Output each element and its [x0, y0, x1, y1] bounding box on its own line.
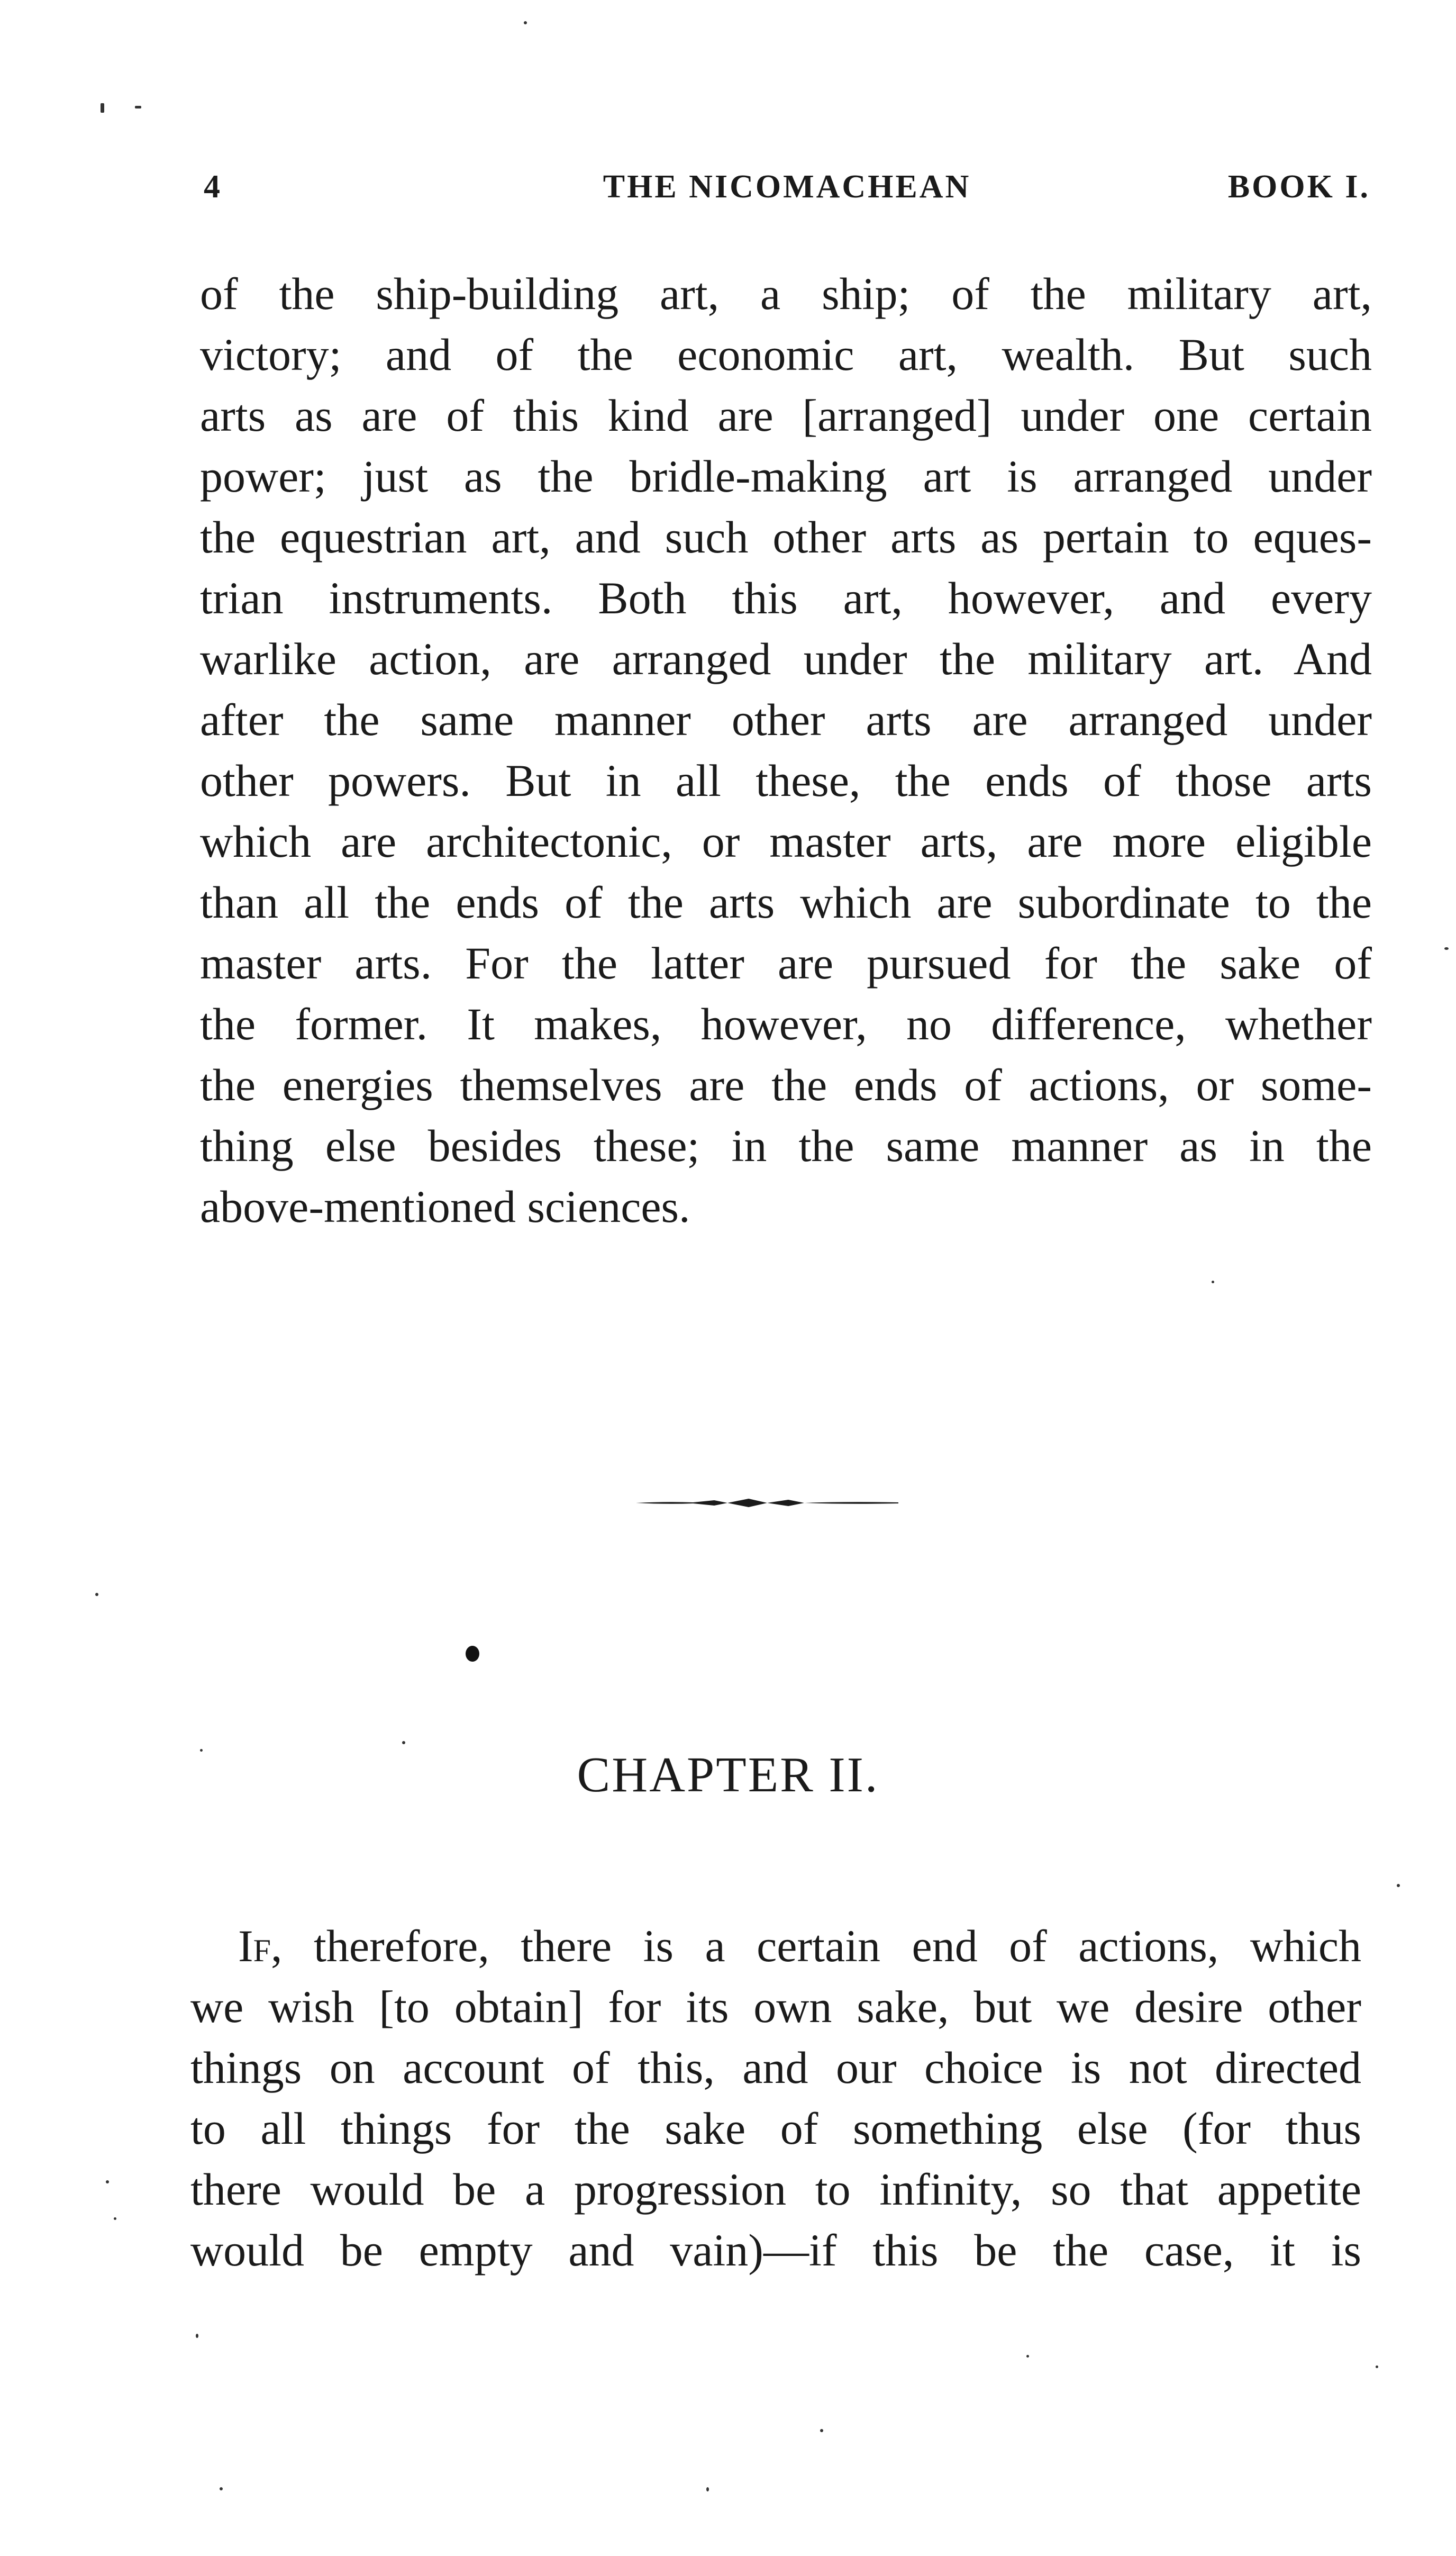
opening-word: If,: [238, 1920, 283, 1971]
text-line: after the same manner other arts are arranged under: [200, 694, 1372, 745]
scan-speck: [402, 1741, 405, 1744]
chapter-title: CHAPTER II.: [577, 1747, 879, 1802]
text-line: arts as are of this kind are [arranged] under one certain: [200, 390, 1372, 441]
scan-speck: [101, 103, 104, 113]
text-line: the former. It makes, however, no difference, whether: [200, 999, 1372, 1049]
scan-speck: [95, 1593, 98, 1596]
text-line: which are architectonic, or master arts, are more eligible: [200, 816, 1372, 867]
scan-speck: [220, 2487, 223, 2490]
text-line: master arts. For the latter are pursued for the sake of: [200, 938, 1372, 989]
text-line: the energies themselves are the ends of actions, or some-: [200, 1059, 1372, 1110]
text-line-first: [190, 1916, 1361, 1977]
scan-speck: [1376, 2365, 1378, 2368]
running-head: [204, 168, 1370, 211]
text-line: would be empty and vain)—if this be the case, it is: [190, 2225, 1361, 2276]
scan-speck: [1444, 947, 1449, 950]
scan-speck: [135, 106, 141, 108]
scan-speck: [1026, 2355, 1029, 2358]
scan-speck: [1212, 1281, 1214, 1283]
text-line: victory; and of the economic art, wealth. But such: [200, 329, 1372, 380]
text-line: thing else besides these; in the same manner as in the: [200, 1120, 1372, 1171]
ornament-rule-icon: [635, 1490, 899, 1516]
text-line: other powers. But in all these, the ends of those arts: [200, 755, 1372, 806]
scan-speck: [114, 2217, 116, 2220]
text-line: of the ship-building art, a ship; of the military art,: [200, 268, 1372, 319]
text-line: trian instruments. Both this art, however, and every: [200, 573, 1372, 623]
text-line: we wish [to obtain] for its own sake, but we desire other: [190, 1981, 1361, 2032]
scan-speck: [820, 2429, 823, 2432]
scan-speck: [466, 1646, 479, 1662]
running-head-title: THE NICOMACHEAN: [603, 169, 971, 205]
text-line: than all the ends of the arts which are subordinate to the: [200, 877, 1372, 928]
scan-speck: [106, 2180, 109, 2183]
paragraph-chapter-opening: [190, 1916, 1361, 2281]
scan-speck: [1397, 1884, 1400, 1887]
page-number: 4: [204, 169, 222, 205]
text-line: warlike action, are arranged under the military art. And: [200, 633, 1372, 684]
text-line: the equestrian art, and such other arts as pertain to eques-: [200, 512, 1372, 563]
text-line: there would be a progression to infinity, so that appetite: [190, 2164, 1361, 2215]
scan-speck: [196, 2334, 198, 2338]
text-line: above-mentioned sciences.: [200, 1181, 690, 1232]
text-line-rest: therefore, there is a certain end of actions, which: [314, 1920, 1361, 1971]
paragraph-continued: [200, 264, 1372, 1237]
text-line: to all things for the sake of something else (for thus: [190, 2103, 1361, 2154]
running-head-book: BOOK I.: [1227, 169, 1370, 205]
scan-speck: [706, 2487, 709, 2491]
scan-speck: [524, 21, 527, 24]
text-line: power; just as the bridle-making art is arranged under: [200, 451, 1372, 502]
text-line: things on account of this, and our choice is not directed: [190, 2042, 1361, 2093]
